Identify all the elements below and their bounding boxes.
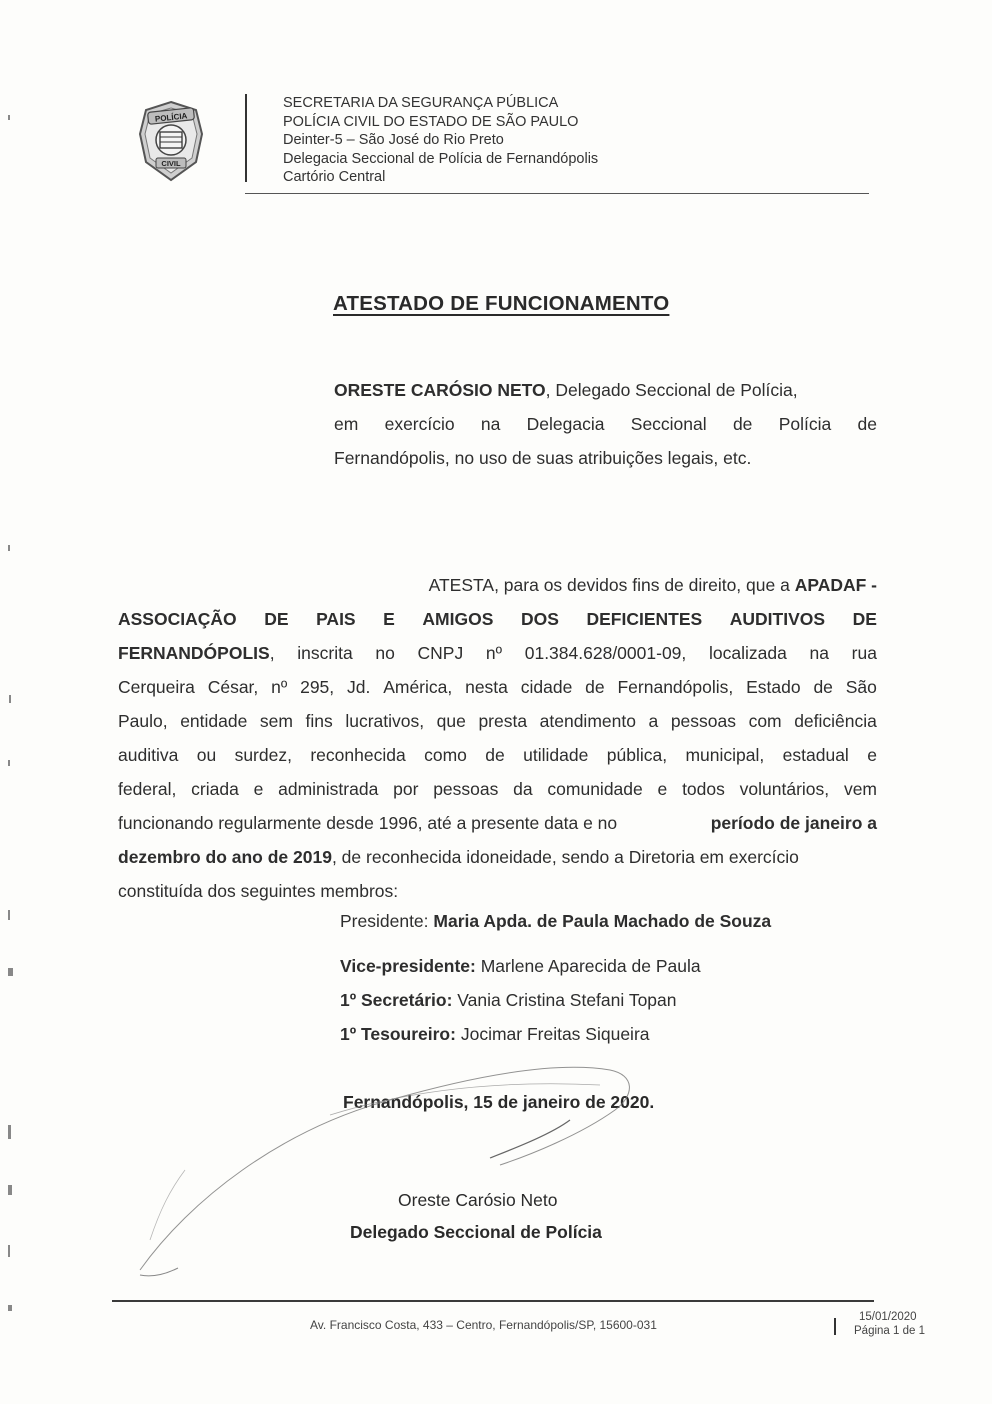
member-role: 1º Tesoureiro: (340, 1024, 456, 1044)
attestation-paragraph (118, 568, 877, 908)
footer-page-number: Página 1 de 1 (854, 1325, 925, 1337)
policia-civil-badge-icon (136, 100, 206, 182)
word: entidade (180, 711, 248, 731)
word: de (585, 677, 605, 697)
word: São (845, 677, 877, 697)
member-vice-president (340, 956, 701, 977)
member-treasurer (340, 1024, 650, 1045)
word: cidade (520, 677, 573, 697)
word: como (424, 745, 467, 765)
word: fins (305, 711, 333, 731)
word: Fernandópolis, (617, 677, 734, 697)
word: 01.384.628/0001-09, (524, 643, 687, 663)
word: deficiência (794, 711, 877, 731)
word: utilidade (523, 745, 589, 765)
word: rua (851, 643, 877, 663)
intro-line-2 (334, 407, 877, 441)
word: DE (264, 609, 289, 629)
word: Polícia (778, 414, 832, 434)
word: surdez, (234, 745, 292, 765)
footer-divider (112, 1300, 874, 1302)
officer-name: ORESTE CARÓSIO NETO (334, 380, 546, 400)
member-name: Maria Apda. de Paula Machado de Souza (433, 911, 772, 931)
body-line-1 (118, 568, 877, 602)
footer-address: Av. Francisco Costa, 433 – Centro, Fernandópolis/SP, 15600-031 (310, 1318, 657, 1332)
signatory-name: Oreste Carósio Neto (398, 1190, 558, 1210)
word: e (657, 779, 668, 799)
word: localizada (708, 643, 787, 663)
word: DEFICIENTES (586, 609, 703, 629)
word: e (867, 745, 877, 765)
body-line-5 (118, 704, 877, 738)
word: atendimento (539, 711, 636, 731)
word: na (809, 643, 829, 663)
word: presta (478, 711, 528, 731)
word: no (375, 643, 395, 663)
intro-line-1 (334, 373, 877, 407)
member-role: 1º Secretário: (340, 990, 453, 1010)
body-line-9 (118, 840, 877, 874)
word: exercício (384, 414, 455, 434)
word: todos (682, 779, 725, 799)
member-name: Jocimar Freitas Siqueira (455, 1024, 650, 1044)
word: 295, (300, 677, 335, 697)
word: municipal, (685, 745, 765, 765)
body-line-1-text: ATESTA, para os devidos fins de direito, que a (428, 575, 795, 595)
word: AUDITIVOS (729, 609, 826, 629)
member-role: Presidente: (340, 911, 434, 931)
word: Jd. (347, 677, 371, 697)
word: da (513, 779, 533, 799)
header-vertical-divider (245, 94, 247, 182)
word: César, (207, 677, 259, 697)
word: lucrativos, (345, 711, 425, 731)
intro-paragraph (334, 373, 877, 475)
entity-city: FERNANDÓPOLIS (118, 643, 270, 663)
cnpj-comma: , (269, 643, 275, 663)
word: com (748, 711, 782, 731)
body-line-2 (118, 602, 877, 636)
word: vem (843, 779, 877, 799)
badge-bottom-text: CIVIL (161, 159, 181, 168)
body-line-3 (118, 636, 877, 670)
body-line-6 (118, 738, 877, 772)
scan-edge-marks (0, 0, 40, 1404)
header-divider (245, 193, 869, 194)
word: na (480, 414, 501, 434)
word: AMIGOS (422, 609, 494, 629)
intro-line-3: Fernandópolis, no uso de suas atribuições legais, etc. (334, 448, 752, 468)
period-end: dezembro do ano de 2019 (118, 847, 332, 867)
word: e (253, 779, 264, 799)
header-line: POLÍCIA CIVIL DO ESTADO DE SÃO PAULO (283, 113, 579, 130)
word: a (648, 711, 659, 731)
member-name: Vania Cristina Stefani Topan (452, 990, 677, 1010)
badge-top-text: POLÍCIA (154, 111, 188, 124)
header-line: Cartório Central (283, 169, 386, 185)
header-institution-block (283, 94, 598, 187)
entity-acronym: APADAF - (794, 575, 877, 595)
word: pública, (606, 745, 668, 765)
word: comunidade (547, 779, 643, 799)
word: de (485, 745, 505, 765)
word: Cerqueira (118, 677, 195, 697)
word: sem (259, 711, 293, 731)
signatory-role: Delegado Seccional de Polícia (350, 1222, 602, 1242)
word: E (383, 609, 395, 629)
handwritten-signature (130, 1040, 650, 1290)
body-line-9-text: , de reconhecida idoneidade, sendo a Diretoria em exercício (331, 847, 799, 867)
word: federal, (118, 779, 177, 799)
body-line-4 (118, 670, 877, 704)
word: auditiva (118, 745, 179, 765)
period-start: período de janeiro a (710, 813, 877, 833)
word: pessoas (433, 779, 499, 799)
word: inscrita (297, 643, 353, 663)
word: estadual (782, 745, 849, 765)
word: de (732, 414, 753, 434)
footer-separator (834, 1318, 836, 1335)
word: voluntários, (739, 779, 830, 799)
header-line: SECRETARIA DA SEGURANÇA PÚBLICA (283, 95, 559, 111)
word: de (813, 677, 833, 697)
word: PAIS (316, 609, 356, 629)
word: CNPJ (417, 643, 464, 663)
word: pessoas (670, 711, 737, 731)
header-line: Deinter-5 – São José do Rio Preto (283, 132, 504, 148)
body-line-8 (118, 806, 877, 840)
place-and-date: Fernandópolis, 15 de janeiro de 2020. (343, 1092, 655, 1112)
word: DOS (520, 609, 559, 629)
header-line: Delegacia Seccional de Polícia de Fernandópolis (283, 150, 599, 167)
word: por (393, 779, 419, 799)
word: América, (383, 677, 453, 697)
word: Estado (746, 677, 801, 697)
word: que (436, 711, 466, 731)
word: ASSOCIAÇÃO (118, 609, 237, 629)
word: nesta (465, 677, 508, 697)
body-line-7 (118, 772, 877, 806)
member-role: Vice-presidente: (340, 956, 476, 976)
word: nº (485, 643, 503, 663)
word: ou (196, 745, 217, 765)
footer-date: 15/01/2020 (859, 1311, 917, 1323)
word: nº (271, 677, 288, 697)
word: em (334, 414, 359, 434)
member-president (340, 911, 771, 932)
word: Paulo, (118, 711, 168, 731)
intro-line-1-rest: , Delegado Seccional de Polícia, (545, 380, 798, 400)
body-line-8-text: funcionando regularmente desde 1996, até a presente data e no (118, 813, 618, 833)
word: Seccional (630, 414, 707, 434)
word: reconhecida (310, 745, 406, 765)
body-line-10: constituída dos seguintes membros: (118, 881, 399, 901)
word: Delegacia (526, 414, 605, 434)
document-title: ATESTADO DE FUNCIONAMENTO (333, 292, 670, 315)
word: criada (191, 779, 239, 799)
word: de (857, 414, 877, 434)
member-name: Marlene Aparecida de Paula (475, 956, 701, 976)
member-secretary (340, 990, 677, 1011)
word: administrada (278, 779, 379, 799)
word: DE (852, 609, 877, 629)
